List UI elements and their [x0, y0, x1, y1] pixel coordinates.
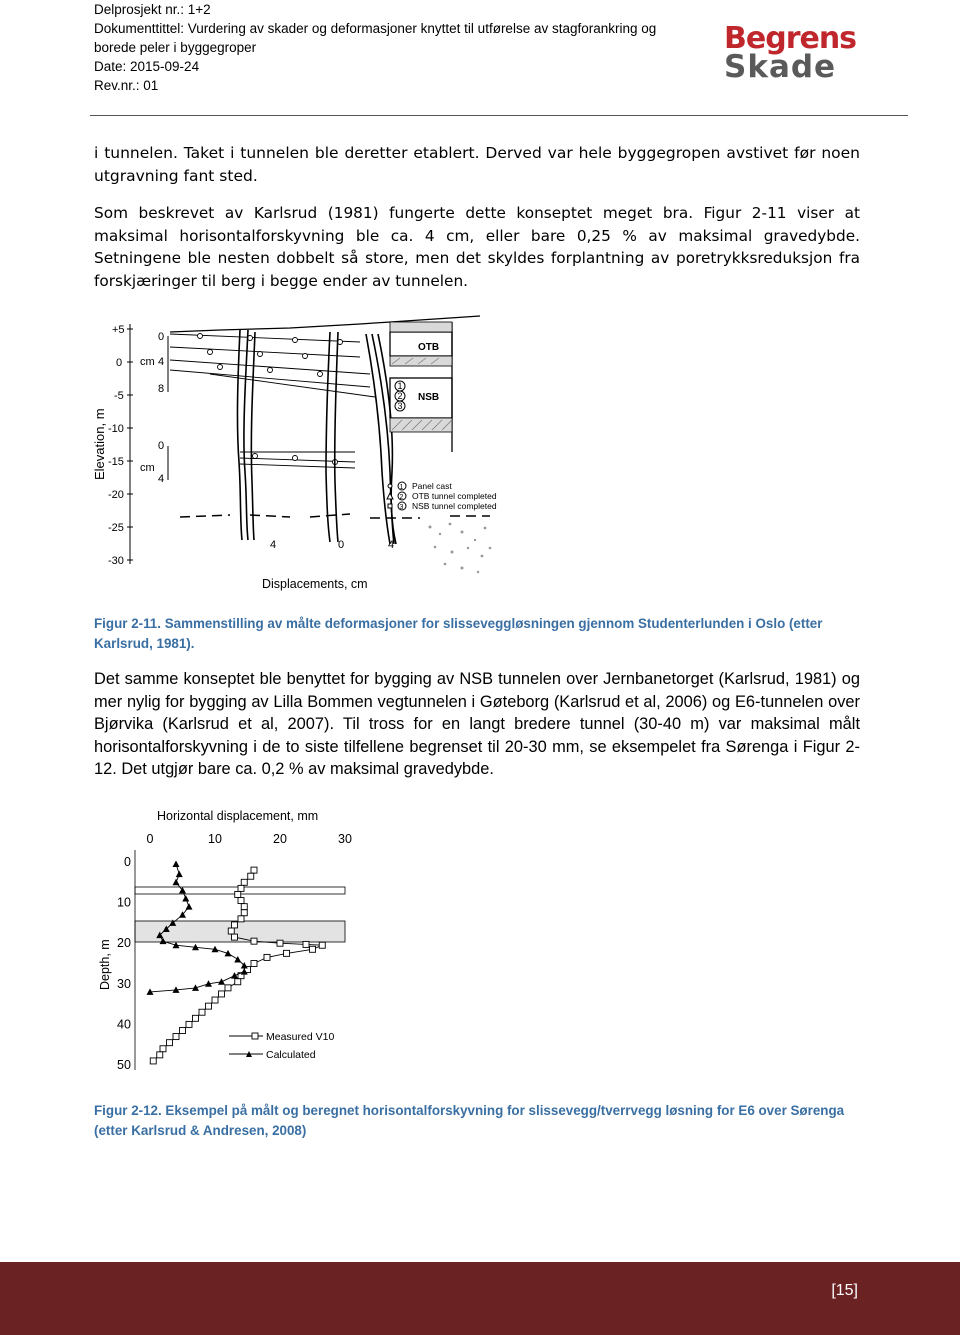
measured-point: [251, 867, 257, 873]
x-axis-label: Displacements, cm: [262, 577, 368, 591]
measured-point: [303, 941, 309, 947]
measured-point: [167, 1040, 173, 1046]
measured-point: [241, 904, 247, 910]
y-tick-label: -10: [108, 423, 124, 435]
project-number: Delprosjekt nr.: 1+2: [94, 2, 211, 17]
measured-point: [284, 950, 290, 956]
page-footer: [0, 1262, 960, 1335]
measured-point: [232, 934, 238, 940]
marker-1: 1: [397, 381, 403, 391]
y-axis-label: Elevation, m: [92, 408, 107, 480]
measured-point: [277, 940, 283, 946]
y-tick-label: 20: [117, 936, 131, 951]
measured-point: [173, 1034, 179, 1040]
figure-2-12-caption: Figur 2-12. Eksempel på målt og beregnet horisontalforskyvning for slissevegg/tverrvegg løsning for E6 over Sørenga (etter Karlsrud & Andresen, 2008): [94, 1103, 845, 1138]
legend-num-2: 2: [399, 494, 404, 501]
y-tick-label: -5: [114, 390, 124, 402]
measured-point: [235, 891, 241, 897]
paragraph-2: Som beskrevet av Karlsrud (1981) fungerte dette konseptet meget bra. Figur 2-11 viser at maksimal horisontalforskyvning ble ca. 4 cm, eller bare 0,25 % av maksimal gravedybde. Setningene ble nesten dobbelt så store, men det skyldes forplantning av poretrykksreduksjon fra forskjæringer til berg i begge ender av tunnelen.: [94, 204, 860, 290]
measured-point: [310, 946, 316, 952]
begrens-skade-logo: [724, 21, 894, 85]
measured-point: [157, 1052, 163, 1058]
scale-label: cm: [140, 356, 155, 368]
x-tick-label: 0: [146, 832, 154, 846]
measured-point: [206, 1003, 212, 1009]
scale-label: 4: [388, 539, 395, 551]
measured-point: [251, 938, 257, 944]
document-date: Date: 2015-09-24: [94, 59, 200, 74]
document-header: [94, 0, 656, 95]
measured-point: [150, 1058, 156, 1064]
y-tick-label: 40: [117, 1017, 131, 1032]
x-tick-label: 10: [208, 832, 222, 846]
marker-2: 2: [397, 391, 403, 401]
scale-label: 0: [338, 539, 345, 551]
scale-label: 8: [158, 383, 165, 395]
measured-point: [248, 873, 254, 879]
measured-point: [186, 1021, 192, 1027]
y-tick-label: -30: [108, 555, 124, 567]
scale-label: 0: [158, 440, 165, 452]
legend-label-measured: Measured V10: [266, 1031, 335, 1043]
scale-label: 4: [270, 539, 277, 551]
x-tick-label: 20: [273, 832, 287, 846]
legend-label-calculated: Calculated: [266, 1049, 316, 1061]
measured-point: [180, 1027, 186, 1033]
measured-point: [232, 922, 238, 928]
measured-point: [193, 1015, 199, 1021]
measured-point: [219, 991, 225, 997]
y-tick-label: 0: [116, 357, 123, 369]
revision-number: Rev.nr.: 01: [94, 78, 159, 93]
measured-point: [235, 979, 241, 985]
legend-num-3: 3: [399, 504, 404, 511]
legend-num-1: 1: [399, 484, 404, 491]
scale-label: 4: [158, 356, 165, 368]
measured-point: [199, 1009, 205, 1015]
page-number: [15]: [831, 1282, 858, 1299]
measured-point: [251, 961, 257, 967]
measured-point: [238, 916, 244, 922]
y-tick-label: 30: [117, 976, 131, 991]
scale-label: 0: [158, 331, 165, 343]
document-title-line2: borede peler i byggegroper: [94, 40, 257, 55]
y-tick-label: -15: [108, 456, 124, 468]
y-tick-label: -20: [108, 489, 124, 501]
y-tick-label: 10: [117, 895, 131, 910]
scale-label: cm: [140, 462, 155, 474]
measured-point: [238, 898, 244, 904]
measured-point: [228, 928, 234, 934]
legend-text-3: NSB tunnel completed: [412, 501, 497, 511]
y-tick-label: 50: [117, 1058, 131, 1072]
x-tick-label: 30: [338, 832, 352, 846]
legend-marker-square: [252, 1033, 258, 1039]
y-tick-label: +5: [112, 324, 125, 336]
measured-point: [241, 910, 247, 916]
measured-point: [319, 942, 325, 948]
y-tick-label: -25: [108, 522, 124, 534]
legend-text-2: OTB tunnel completed: [412, 491, 497, 501]
nsb-label: NSB: [418, 392, 440, 403]
scale-label: 4: [158, 473, 165, 485]
chart-title: Horizontal displacement, mm: [157, 809, 319, 823]
measured-point: [241, 879, 247, 885]
logo-line2: Skade: [724, 49, 837, 85]
measured-point: [238, 885, 244, 891]
figure-2-11-elevation-plot: [90, 312, 510, 597]
paragraph-3: Det samme konseptet ble benyttet for bygging av NSB tunnelen over Jernbanetorget (Karlsrud, 1981) og mer nylig for bygging av Lilla Bommen vegtunnelen i Gøteborg (Karlsrud et al, 2006) og E6-tunnelen over Bjørvika (Karlsrud et al, 2007). Til tross for en langt bredere tunnel (30-40 m) var maksimal målt horisontalforskyvning i de to siste tilfellene begrenset til 20-30 mm, se eksempelet fra Sørenga i Figur 2-12. Det utgjør bare ca. 0,2 % av maksimal gravedybde.: [94, 670, 860, 778]
figure1-legend: [387, 481, 497, 511]
logo-line1: Begrens: [724, 21, 857, 56]
figure-2-11-caption: Figur 2-11. Sammenstilling av målte deformasjoner for slisseveggløsningen gjennom Studenterlunden i Oslo (etter Karlsrud, 1981).: [94, 616, 823, 651]
y-tick-label: 0: [124, 855, 131, 869]
measured-point: [160, 1046, 166, 1052]
figure-2-12-chart: [95, 800, 365, 1090]
measured-point: [212, 997, 218, 1003]
otb-label: OTB: [418, 342, 440, 353]
document-title-line1: Dokumenttittel: Vurdering av skader og deformasjoner knyttet til utførelse av stagforankring og: [94, 21, 657, 36]
y-axis-label: Depth, m: [98, 939, 112, 990]
measured-point: [264, 954, 270, 960]
measured-point: [225, 985, 231, 991]
paragraph-1: i tunnelen. Taket i tunnelen ble deretter etablert. Derved var hele byggegropen avstivet før noen utgravning fant sted.: [94, 144, 860, 185]
marker-3: 3: [397, 401, 403, 411]
header-divider: [90, 115, 908, 116]
legend-text-1: Panel cast: [412, 481, 452, 491]
